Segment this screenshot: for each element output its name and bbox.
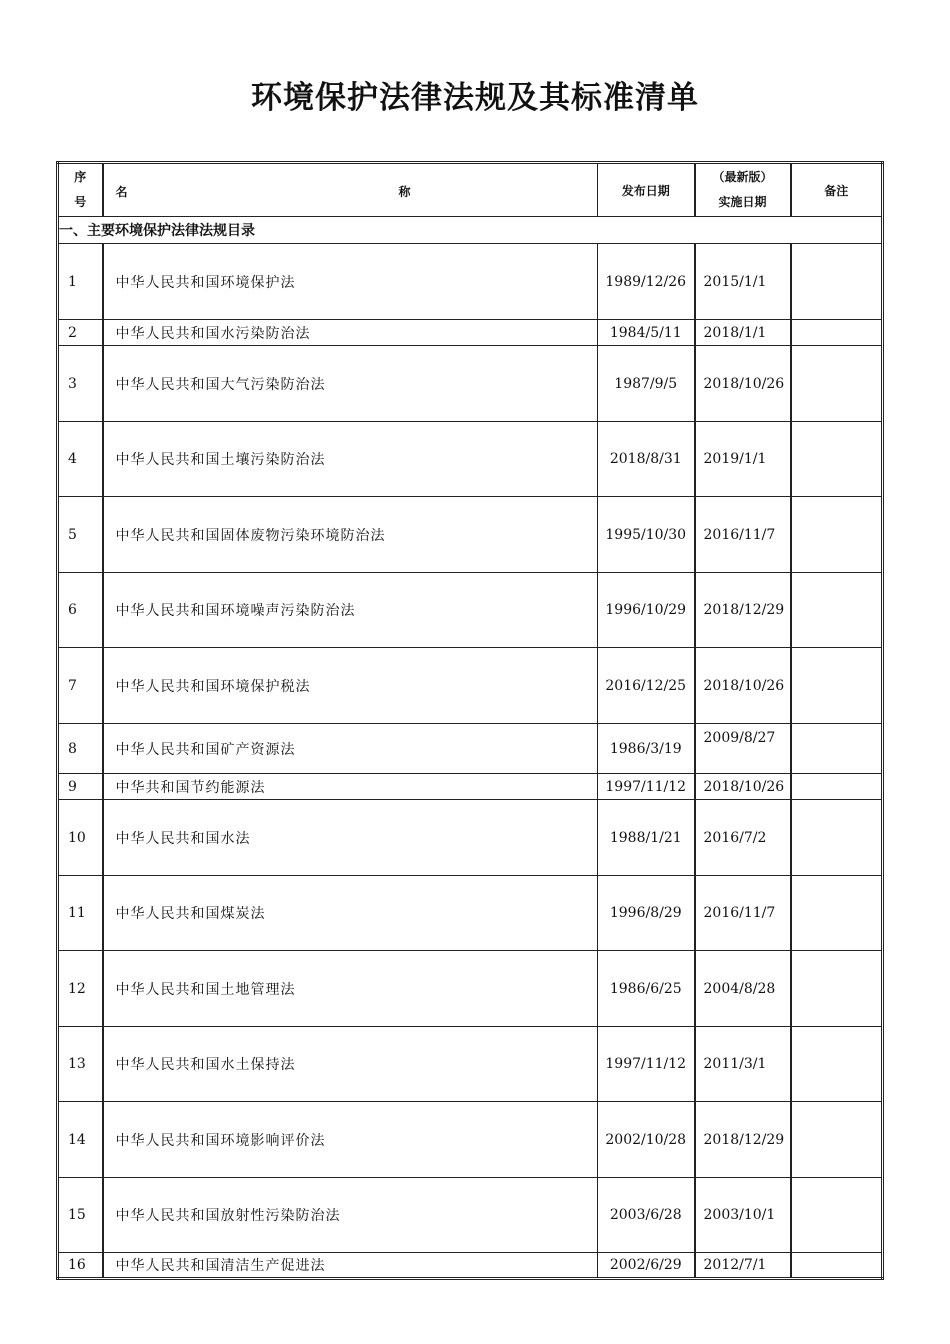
law-name: 中华人民共和国土地管理法 <box>103 951 598 1027</box>
implemented-date: 2018/12/29 <box>695 1102 791 1178</box>
row-number: 2 <box>58 320 103 346</box>
table-row <box>58 1027 883 1102</box>
remarks-cell <box>791 497 883 573</box>
header-name <box>103 163 598 217</box>
published-date: 1995/10/30 <box>598 497 695 573</box>
remarks-cell <box>791 1253 883 1279</box>
regulations-table <box>56 161 884 1280</box>
table-row <box>58 724 883 774</box>
remarks-cell <box>791 648 883 724</box>
row-number: 13 <box>58 1027 103 1102</box>
published-date: 1996/8/29 <box>598 876 695 951</box>
row-number: 6 <box>58 573 103 648</box>
table-row <box>58 1253 883 1279</box>
law-name: 中华人民共和国大气污染防治法 <box>103 346 598 422</box>
law-name: 中华人民共和国水污染防治法 <box>103 320 598 346</box>
published-date: 1997/11/12 <box>598 1027 695 1102</box>
table-row <box>58 244 883 320</box>
table-body <box>58 244 883 1279</box>
law-name: 中华人民共和国煤炭法 <box>103 876 598 951</box>
published-date: 2018/8/31 <box>598 422 695 497</box>
implemented-date: 2003/10/1 <box>695 1178 791 1253</box>
row-number: 11 <box>58 876 103 951</box>
header-remarks: 备注 <box>791 163 883 217</box>
published-date: 1986/6/25 <box>598 951 695 1027</box>
published-date: 1997/11/12 <box>598 774 695 800</box>
table-row <box>58 951 883 1027</box>
implemented-date: 2011/3/1 <box>695 1027 791 1102</box>
law-name: 中华人民共和国矿产资源法 <box>103 724 598 774</box>
table-row <box>58 497 883 573</box>
law-name: 中华人民共和国放射性污染防治法 <box>103 1178 598 1253</box>
law-name: 中华共和国节约能源法 <box>103 774 598 800</box>
published-date: 1984/5/11 <box>598 320 695 346</box>
remarks-cell <box>791 951 883 1027</box>
law-name: 中华人民共和国固体废物污染环境防治法 <box>103 497 598 573</box>
implemented-date: 2009/8/27 <box>695 724 791 774</box>
implemented-date: 2018/10/26 <box>695 774 791 800</box>
remarks-cell <box>791 346 883 422</box>
row-number: 15 <box>58 1178 103 1253</box>
table-row <box>58 1178 883 1253</box>
row-number: 3 <box>58 346 103 422</box>
header-published: 发布日期 <box>598 163 695 217</box>
published-date: 2002/6/29 <box>598 1253 695 1279</box>
remarks-cell <box>791 724 883 774</box>
header-name-part2: 称 <box>398 185 411 199</box>
law-name: 中华人民共和国水土保持法 <box>103 1027 598 1102</box>
remarks-cell <box>791 320 883 346</box>
header-name-part1: 名 <box>115 185 128 199</box>
remarks-cell <box>791 573 883 648</box>
remarks-cell <box>791 800 883 876</box>
published-date: 1987/9/5 <box>598 346 695 422</box>
published-date: 1989/12/26 <box>598 244 695 320</box>
remarks-cell <box>791 1027 883 1102</box>
published-date: 2002/10/28 <box>598 1102 695 1178</box>
table-row <box>58 320 883 346</box>
header-implemented: （最新版） 实施日期 <box>695 163 791 217</box>
law-name: 中华人民共和国环境保护法 <box>103 244 598 320</box>
section-heading: 一、主要环境保护法律法规目录 <box>58 217 883 244</box>
implemented-date: 2018/12/29 <box>695 573 791 648</box>
published-date: 1986/3/19 <box>598 724 695 774</box>
remarks-cell <box>791 1178 883 1253</box>
row-number: 4 <box>58 422 103 497</box>
published-date: 2003/6/28 <box>598 1178 695 1253</box>
table-row <box>58 346 883 422</box>
implemented-date: 2016/11/7 <box>695 497 791 573</box>
implemented-date: 2015/1/1 <box>695 244 791 320</box>
implemented-date: 2016/11/7 <box>695 876 791 951</box>
row-number: 14 <box>58 1102 103 1178</box>
table-row <box>58 876 883 951</box>
remarks-cell <box>791 876 883 951</box>
row-number: 5 <box>58 497 103 573</box>
implemented-date: 2012/7/1 <box>695 1253 791 1279</box>
implemented-date: 2018/10/26 <box>695 648 791 724</box>
row-number: 12 <box>58 951 103 1027</box>
table-row <box>58 573 883 648</box>
implemented-date: 2016/7/2 <box>695 800 791 876</box>
row-number: 10 <box>58 800 103 876</box>
law-name: 中华人民共和国环境保护税法 <box>103 648 598 724</box>
section-heading-row <box>58 217 883 244</box>
remarks-cell <box>791 244 883 320</box>
remarks-cell <box>791 774 883 800</box>
table-row <box>58 422 883 497</box>
law-name: 中华人民共和国环境噪声污染防治法 <box>103 573 598 648</box>
remarks-cell <box>791 422 883 497</box>
row-number: 16 <box>58 1253 103 1279</box>
table-row <box>58 774 883 800</box>
implemented-date: 2004/8/28 <box>695 951 791 1027</box>
table-row <box>58 1102 883 1178</box>
published-date: 1988/1/21 <box>598 800 695 876</box>
implemented-date: 2018/1/1 <box>695 320 791 346</box>
row-number: 1 <box>58 244 103 320</box>
law-name: 中华人民共和国清洁生产促进法 <box>103 1253 598 1279</box>
row-number: 8 <box>58 724 103 774</box>
header-no: 序 号 <box>58 163 103 217</box>
document-title: 环境保护法律法规及其标准清单 <box>251 80 699 116</box>
remarks-cell <box>791 1102 883 1178</box>
law-name: 中华人民共和国土壤污染防治法 <box>103 422 598 497</box>
implemented-date: 2018/10/26 <box>695 346 791 422</box>
row-number: 7 <box>58 648 103 724</box>
published-date: 2016/12/25 <box>598 648 695 724</box>
law-name: 中华人民共和国水法 <box>103 800 598 876</box>
row-number: 9 <box>58 774 103 800</box>
implemented-date: 2019/1/1 <box>695 422 791 497</box>
table-row <box>58 800 883 876</box>
published-date: 1996/10/29 <box>598 573 695 648</box>
law-name: 中华人民共和国环境影响评价法 <box>103 1102 598 1178</box>
table-row <box>58 648 883 724</box>
table-header-row <box>58 163 883 217</box>
